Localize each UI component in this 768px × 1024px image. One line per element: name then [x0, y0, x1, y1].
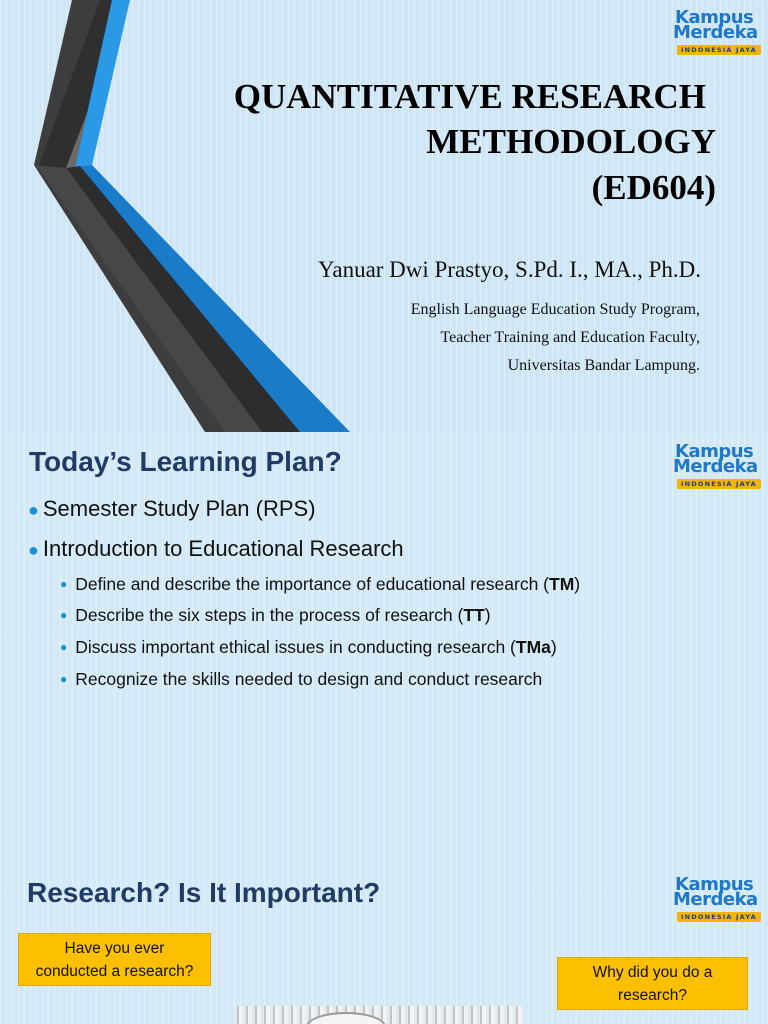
sub-bullet-text: Discuss important ethical issues in conducting research ( [75, 637, 516, 657]
sub-bullet-code: TMa [515, 637, 551, 657]
title-line1: QUANTITATIVE RESEARCH [233, 77, 706, 116]
question-line: research? [618, 987, 687, 1004]
question-line: conducted a research? [35, 963, 194, 980]
sub-bullet-text: Define and describe the importance of educational research ( [75, 574, 549, 594]
sub-bullet-code: TM [549, 574, 575, 594]
bullet-dot-icon: ● [60, 640, 68, 654]
bullet-dot-icon: ● [28, 540, 39, 560]
title-line2: METHODOLOGY [426, 122, 716, 161]
sub-bullet-end: ) [550, 637, 557, 657]
sub-bullet-item [60, 574, 580, 595]
bullet-dot-icon: ● [60, 608, 68, 622]
logo-line1: Kampus [675, 874, 754, 895]
affiliation-line2: Teacher Training and Education Faculty, [440, 329, 700, 346]
bullet-text: Semester Study Plan (RPS) [42, 496, 316, 521]
slide-title: Research? Is It Important? [27, 877, 381, 908]
bullet-dot-icon: ● [60, 577, 68, 591]
logo-line1: Kampus [675, 7, 754, 28]
title-slide [0, 0, 768, 432]
sub-bullet-end: ) [574, 574, 581, 594]
sub-bullet-end: ) [484, 605, 491, 625]
sub-bullet-text: Describe the six steps in the process of research ( [75, 605, 464, 625]
bullet-item [28, 496, 316, 522]
sub-bullet-code: TT [463, 605, 485, 625]
bullet-dot-icon: ● [28, 500, 39, 520]
kampus-merdeka-logo [671, 7, 765, 57]
research-importance-slide [0, 864, 768, 1024]
bullet-text: Introduction to Educational Research [42, 536, 404, 561]
logo-line2: Merdeka [673, 456, 758, 477]
slide-title: Today’s Learning Plan? [29, 446, 342, 477]
kampus-merdeka-logo [671, 874, 765, 924]
sub-bullet-text: Recognize the skills needed to design and conduct research [75, 669, 543, 689]
sub-bullet-item [60, 605, 491, 626]
logo-tagline: INDONESIA JAYA [677, 45, 761, 55]
kampus-merdeka-logo [671, 441, 765, 491]
question-box-2 [557, 957, 748, 1010]
question-box-1 [18, 933, 211, 986]
author-name: Yanuar Dwi Prastyo, S.Pd. I., MA., Ph.D. [318, 257, 701, 282]
bullet-item [28, 536, 404, 562]
question-line: Have you ever [64, 940, 165, 957]
question-line: Why did you do a [592, 964, 713, 981]
sub-bullet-item [60, 637, 557, 658]
affiliation-line1: English Language Education Study Program, [410, 301, 700, 318]
title-line3: (ED604) [591, 168, 716, 207]
bullet-dot-icon: ● [60, 672, 68, 686]
logo-line2: Merdeka [673, 22, 758, 43]
sub-bullet-item [60, 669, 542, 690]
logo-tagline: INDONESIA JAYA [677, 479, 761, 489]
learning-plan-slide [0, 432, 768, 864]
logo-line1: Kampus [675, 441, 754, 462]
logo-tagline: INDONESIA JAYA [677, 912, 761, 922]
affiliation-line3: Universitas Bandar Lampung. [507, 357, 700, 374]
logo-line2: Merdeka [673, 889, 758, 910]
